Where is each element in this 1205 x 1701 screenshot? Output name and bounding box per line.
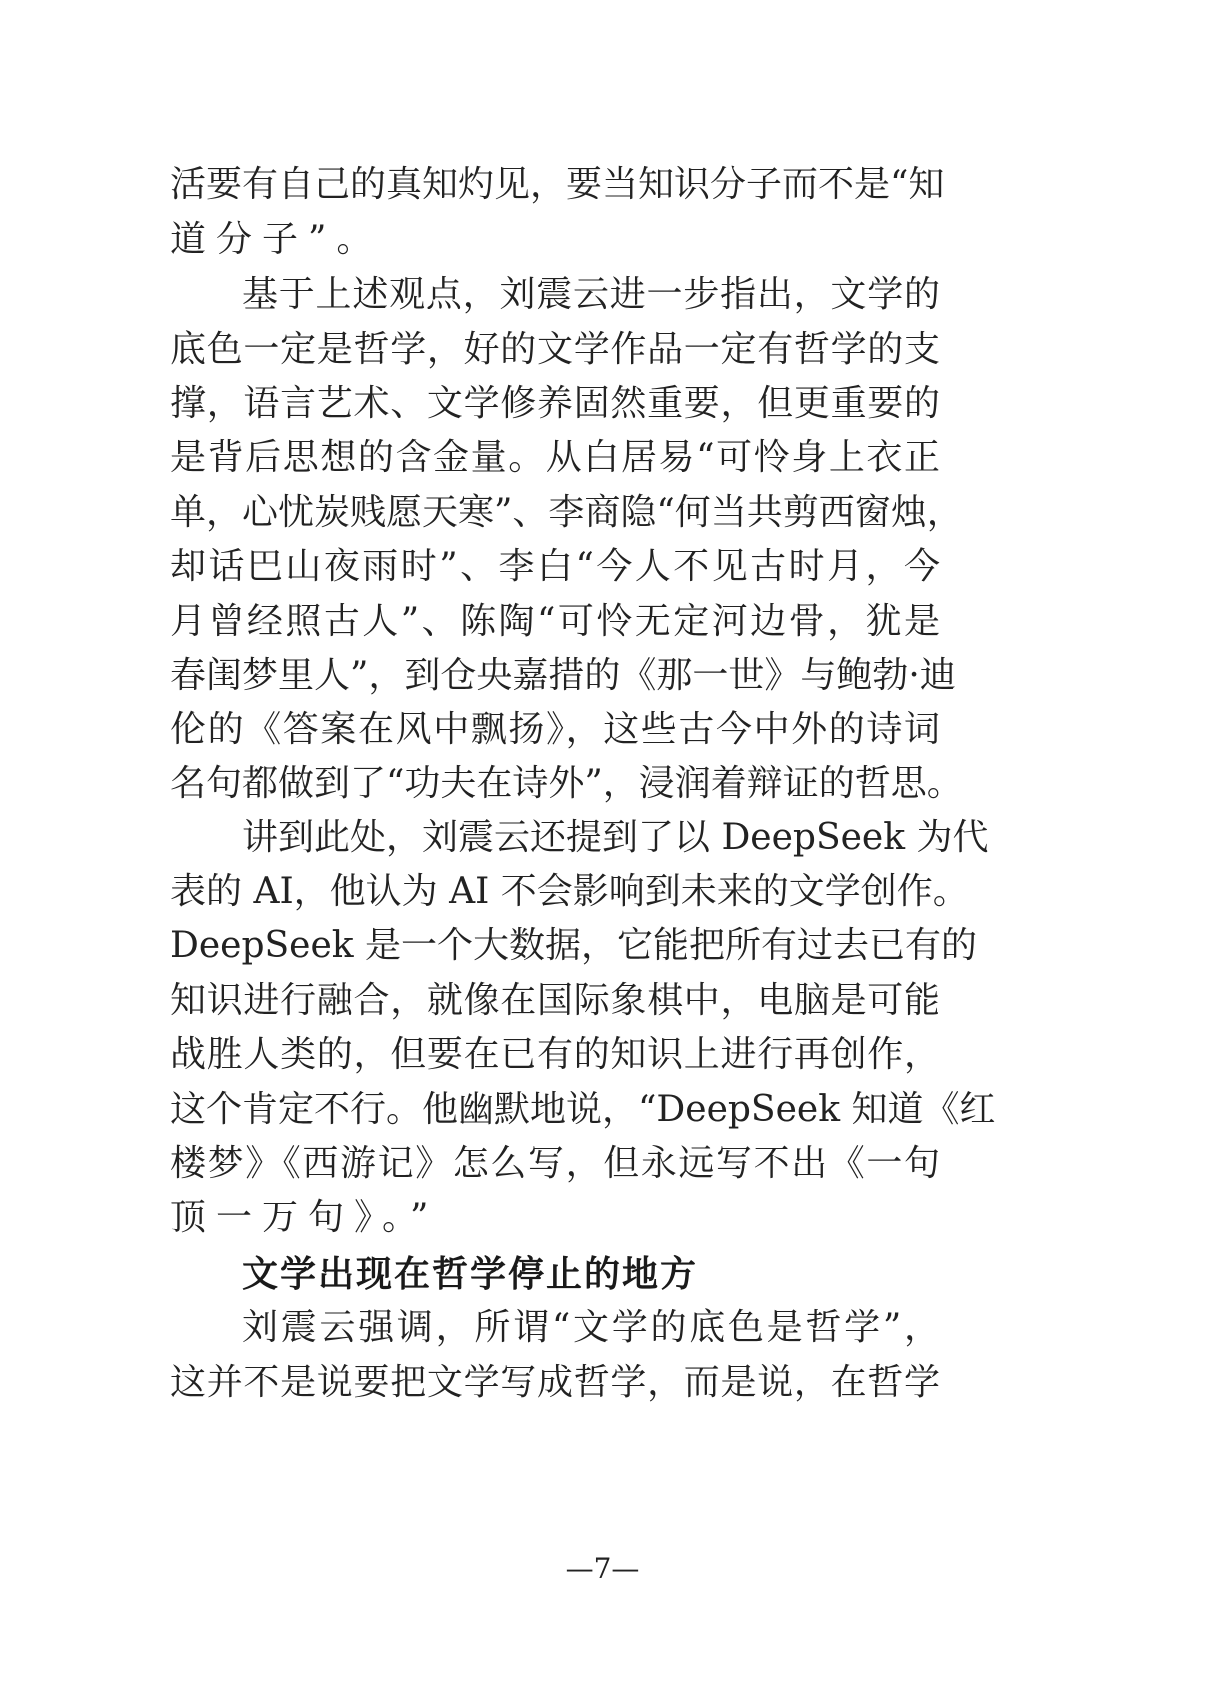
text-line: 表的 AI，他认为 AI 不会影响到未来的文学创作。	[170, 871, 969, 912]
section-heading: 文学出现在哲学停止的地方	[242, 1254, 699, 1295]
text-line: 撑，语言艺术、文学修养固然重要，但更重要的	[170, 383, 940, 424]
text-line: 底色一定是哲学，好的文学作品一定有哲学的支	[170, 329, 940, 370]
text-line: 这并不是说要把文学写成哲学，而是说，在哲学	[170, 1362, 940, 1403]
paragraph-start-line: 讲到此处，刘震云还提到了以 DeepSeek 为代	[242, 817, 989, 858]
text-line: 名句都做到了“功夫在诗外”，浸润着辩证的哲思。	[170, 763, 963, 804]
text-line: 顶一万句》。”	[170, 1197, 439, 1238]
text-line: 单，心忧炭贱愿天寒”、李商隐“何当共剪西窗烛，	[170, 492, 963, 533]
text-line: 道分子”。	[170, 219, 383, 260]
text-line: 是背后思想的含金量。从白居易“可怜身上衣正	[170, 437, 940, 478]
text-line: 知识进行融合，就像在国际象棋中，电脑是可能	[170, 980, 940, 1021]
text-line: 月曾经照古人”、陈陶“可怜无定河边骨，犹是	[170, 601, 940, 642]
paragraph-start-line: 刘震云强调，所谓“文学的底色是哲学”，	[242, 1307, 940, 1348]
text-line: 这个肯定不行。他幽默地说，“DeepSeek 知道《红	[170, 1089, 996, 1130]
text-line: DeepSeek 是一个大数据，它能把所有过去已有的	[170, 925, 978, 966]
text-line: 却话巴山夜雨时”、李白“今人不见古时月，今	[170, 546, 940, 587]
paragraph-start-line: 基于上述观点，刘震云进一步指出，文学的	[242, 274, 940, 315]
text-line: 活要有自己的真知灼见，要当知识分子而不是“知	[170, 164, 945, 205]
text-line: 伦的《答案在风中飘扬》，这些古今中外的诗词	[170, 709, 940, 750]
text-line: 战胜人类的，但要在已有的知识上进行再创作，	[170, 1034, 940, 1075]
text-line: 楼梦》《西游记》怎么写，但永远写不出《一句	[170, 1143, 940, 1184]
page-number: —7—	[565, 1552, 640, 1585]
text-line: 春闺梦里人”，到仓央嘉措的《那一世》与鲍勃·迪	[170, 655, 956, 696]
